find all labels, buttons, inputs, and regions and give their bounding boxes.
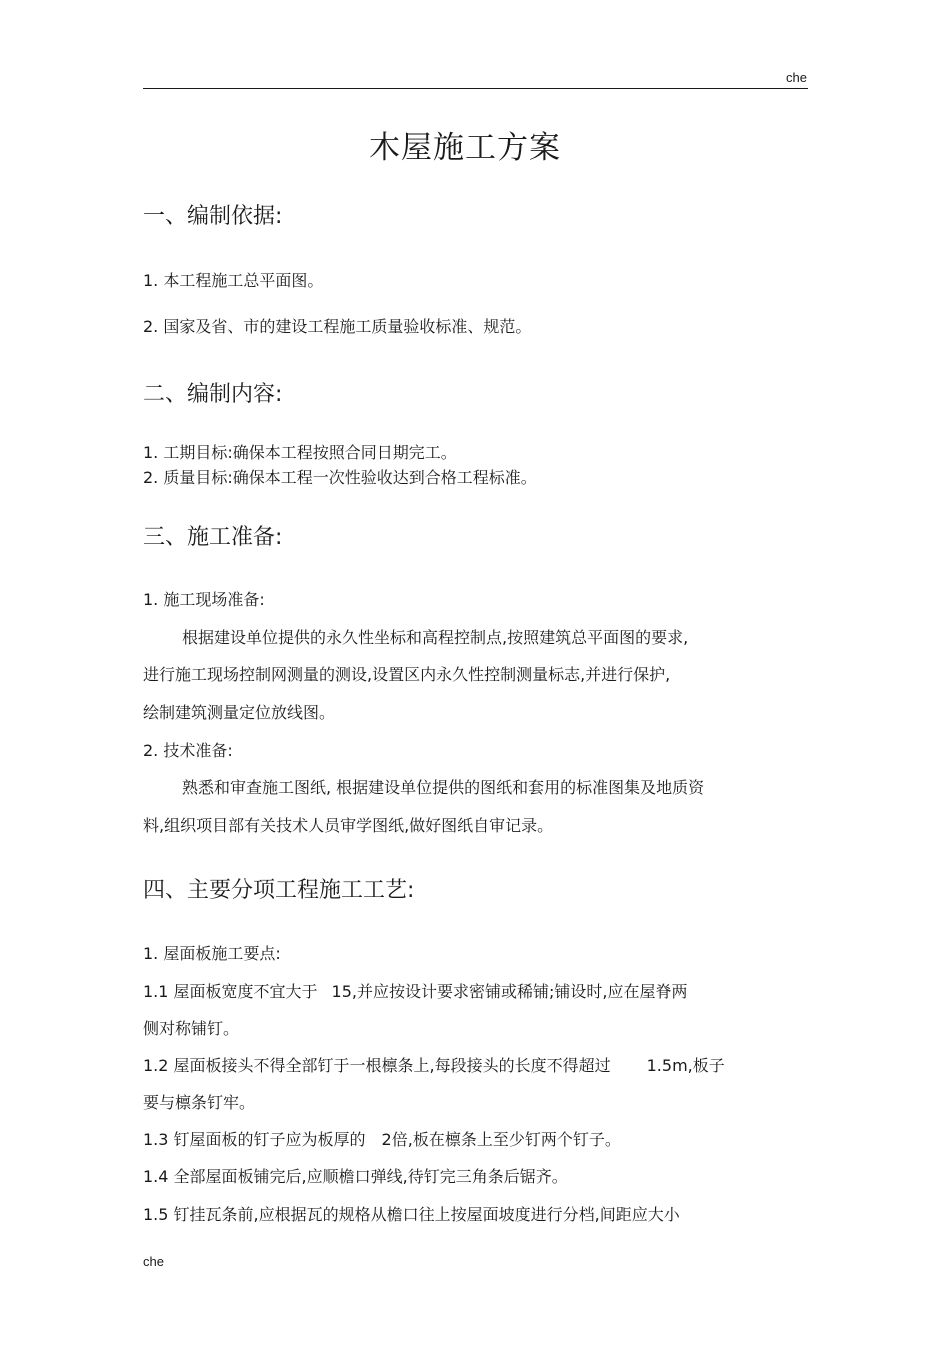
text-run: 1.5m,板子 <box>646 1056 725 1075</box>
page-title: 木屋施工方案 <box>369 130 561 166</box>
paragraph: 进行施工现场控制网测量的测设,设置区内永久性控制测量标志,并进行保护, <box>143 665 671 684</box>
paragraph: 1.5 钉挂瓦条前,应根据瓦的规格从檐口往上按屋面坡度进行分档,间距应大小 <box>143 1205 680 1224</box>
subheading: 2. 技术准备: <box>143 741 233 760</box>
header-rule <box>143 88 808 89</box>
paragraph: 1.4 全部屋面板铺完后,应顺檐口弹线,待钉完三角条后锯齐。 <box>143 1167 568 1186</box>
paragraph <box>143 1127 621 1150</box>
paragraph: 1. 本工程施工总平面图。 <box>143 271 324 290</box>
paragraph: 料,组织项目部有关技术人员审学图纸,做好图纸自审记录。 <box>143 816 554 835</box>
section-heading-4: 四、主要分项工程施工工艺: <box>143 878 415 903</box>
section-heading-3: 三、施工准备: <box>143 525 283 550</box>
paragraph: 侧对称铺钉。 <box>143 1019 240 1038</box>
text-run: 2倍,板在檩条上至少钉两个钉子。 <box>381 1130 621 1149</box>
subheading: 1. 施工现场准备: <box>143 590 265 609</box>
paragraph <box>143 979 687 1002</box>
section-heading-2: 二、编制内容: <box>143 382 283 407</box>
paragraph: 2. 质量目标:确保本工程一次性验收达到合格工程标准。 <box>143 468 537 487</box>
subheading: 1. 屋面板施工要点: <box>143 944 281 963</box>
page-footer: che <box>143 1254 164 1269</box>
text-run: 1.1 屋面板宽度不宜大于 <box>143 982 318 1001</box>
text-run: 1.2 屋面板接头不得全部钉于一根檩条上,每段接头的长度不得超过 <box>143 1056 611 1075</box>
page-header: che <box>786 70 807 85</box>
paragraph: 熟悉和审查施工图纸, 根据建设单位提供的图纸和套用的标准图集及地质资 <box>182 778 705 797</box>
paragraph: 绘制建筑测量定位放线图。 <box>143 703 336 722</box>
paragraph <box>143 1053 725 1076</box>
paragraph: 1. 工期目标:确保本工程按照合同日期完工。 <box>143 443 457 462</box>
text-run: 1.3 钉屋面板的钉子应为板厚的 <box>143 1130 366 1149</box>
section-heading-1: 一、编制依据: <box>143 204 283 229</box>
paragraph: 要与檩条钉牢。 <box>143 1093 256 1112</box>
paragraph: 根据建设单位提供的永久性坐标和高程控制点,按照建筑总平面图的要求, <box>182 628 689 647</box>
paragraph: 2. 国家及省、市的建设工程施工质量验收标准、规范。 <box>143 317 532 336</box>
text-run: 15,并应按设计要求密铺或稀铺;铺设时,应在屋脊两 <box>331 982 688 1001</box>
